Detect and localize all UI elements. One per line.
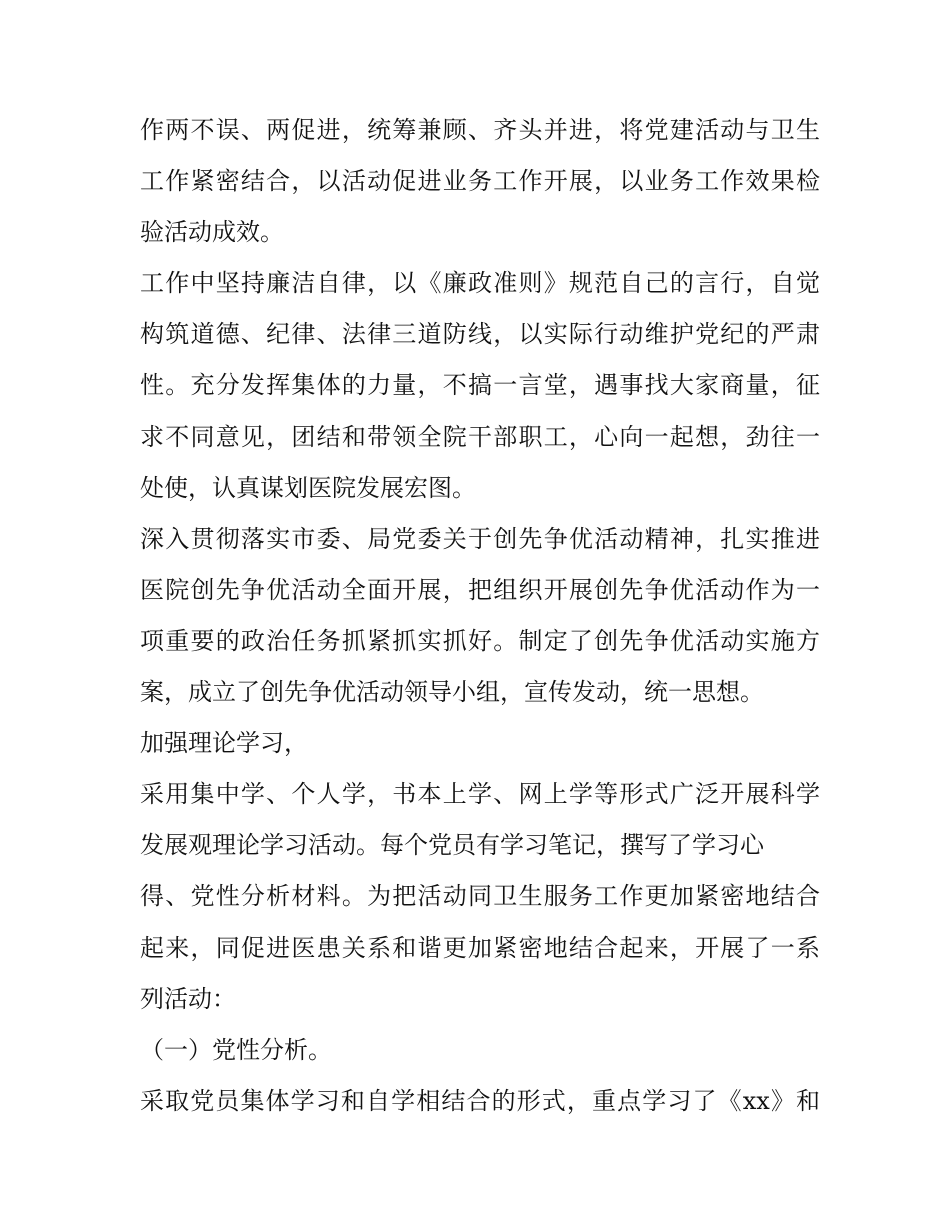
text-line: 工作紧密结合，以活动促进业务工作开展，以业务工作效果检 <box>140 167 820 196</box>
document-body <box>140 105 820 1127</box>
text-line: 处使，认真谋划医院发展宏图。 <box>140 473 476 502</box>
text-line: 加强理论学习， <box>140 729 308 758</box>
text-line: 工作中坚持廉洁自律，以《廉政准则》规范自己的言行，自觉 <box>140 269 820 298</box>
text-line: 采用集中学、个人学，书本上学、网上学等形式广泛开展科学 <box>140 780 820 809</box>
text-line: 起来，同促进医患关系和谐更加紧密地结合起来，开展了一系 <box>140 933 820 962</box>
text-line: 项重要的政治任务抓紧抓实抓好。制定了创先争优活动实施方 <box>140 626 820 655</box>
text-line: 性。充分发挥集体的力量，不搞一言堂，遇事找大家商量，征 <box>140 371 820 400</box>
text-line: 构筑道德、纪律、法律三道防线，以实际行动维护党纪的严肃 <box>140 320 820 349</box>
text-line: 验活动成效。 <box>140 218 284 247</box>
text-line: 作两不误、两促进，统筹兼顾、齐头并进，将党建活动与卫生 <box>140 116 820 144</box>
text-line: 医院创先争优活动全面开展，把组织开展创先争优活动作为一 <box>140 575 820 604</box>
text-line: 采取党员集体学习和自学相结合的形式，重点学习了《xx》和 <box>140 1086 820 1115</box>
text-line: 发展观理论学习活动。每个党员有学习笔记，撰写了学习心 <box>140 831 764 860</box>
text-line: （一）党性分析。 <box>140 1035 332 1064</box>
text-line: 得、党性分析材料。为把活动同卫生服务工作更加紧密地结合 <box>140 882 820 911</box>
text-line: 列活动： <box>140 984 236 1013</box>
text-line: 深入贯彻落实市委、局党委关于创先争优活动精神，扎实推进 <box>140 524 820 553</box>
text-line: 案，成立了创先争优活动领导小组，宣传发动，统一思想。 <box>140 678 764 707</box>
text-line: 求不同意见，团结和带领全院干部职工，心向一起想，劲往一 <box>140 422 820 451</box>
